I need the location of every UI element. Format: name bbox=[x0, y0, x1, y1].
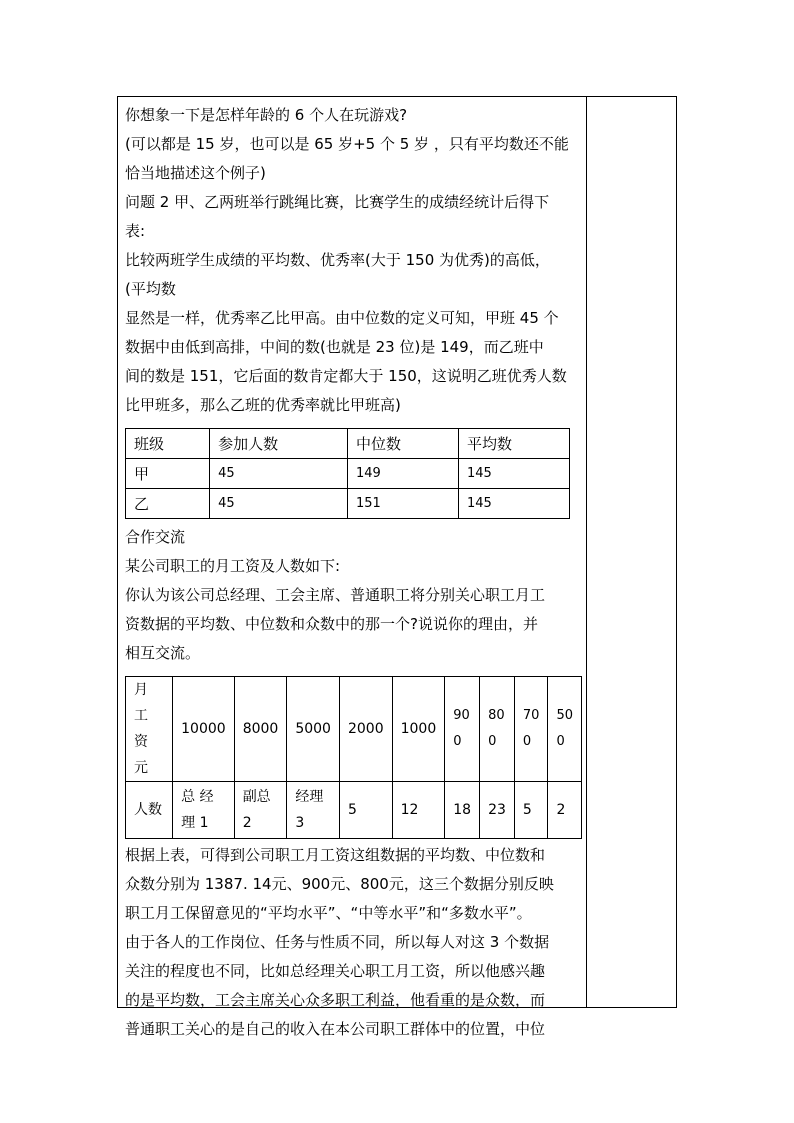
section-heading: 合作交流 bbox=[125, 528, 186, 546]
text-line: 由于各人的工作岗位、任务与性质不同，所以每人对这 3 个数据 bbox=[125, 933, 550, 951]
text-line: 间的数是 151，它后面的数肯定都大于 150，这说明乙班优秀人数 bbox=[125, 367, 567, 385]
text-line: 某公司职工的月工资及人数如下: bbox=[125, 557, 341, 575]
text-line: 众数分别为 1387. 14元、900元、800元，这三个数据分别反映 bbox=[125, 875, 554, 893]
table-cell: 23 bbox=[480, 782, 515, 839]
text-line: 资数据的平均数、中位数和众数中的那一个?说说你的理由，并 bbox=[125, 615, 538, 633]
table-header-cell: 人数 bbox=[126, 782, 173, 839]
content-cell bbox=[125, 101, 581, 1044]
table-cell: 145 bbox=[458, 489, 569, 519]
table-cell: 2000 bbox=[339, 677, 392, 782]
table-cell: 149 bbox=[347, 459, 458, 489]
cell-line: 0 bbox=[488, 734, 497, 749]
text-line: 的是平均数，工会主席关心众多职工利益，他看重的是众数，而 bbox=[125, 991, 546, 1009]
text-line: 普通职工关心的是自己的收入在本公司职工群体中的位置，中位 bbox=[125, 1020, 546, 1038]
text-line: 相互交流。 bbox=[125, 644, 201, 662]
text-line: 比较两班学生成绩的平均数、优秀率(大于 150 为优秀)的高低， bbox=[125, 251, 550, 269]
class-scores-table bbox=[125, 428, 570, 519]
table-cell bbox=[287, 782, 340, 839]
table-cell: 45 bbox=[210, 489, 348, 519]
table-cell: 5000 bbox=[287, 677, 340, 782]
cell-line: 70 bbox=[522, 708, 540, 723]
text-line: (可以都是 15 岁，也可以是 65 岁+5 个 5 岁 ，只有平均数还不能 bbox=[125, 135, 569, 153]
table-cell: 145 bbox=[458, 459, 569, 489]
table-cell: 2 bbox=[548, 782, 582, 839]
table-cell: 5 bbox=[514, 782, 548, 839]
table-cell bbox=[173, 782, 235, 839]
table-cell: 45 bbox=[210, 459, 348, 489]
text-line: 你想象一下是怎样年龄的 6 个人在玩游戏? bbox=[125, 106, 408, 124]
salary-table bbox=[125, 676, 582, 839]
table-cell: 10000 bbox=[173, 677, 235, 782]
table-header-row bbox=[126, 429, 570, 459]
table-row bbox=[126, 782, 582, 839]
table-header-cell: 参加人数 bbox=[210, 429, 348, 459]
table-header-cell bbox=[126, 677, 173, 782]
table-row bbox=[126, 459, 570, 489]
cell-line: 80 bbox=[488, 708, 505, 723]
text-line: 关注的程度也不同，比如总经理关心职工月工资，所以他感兴趣 bbox=[125, 962, 546, 980]
table-cell: 12 bbox=[392, 782, 445, 839]
header-line: 元 bbox=[134, 760, 148, 776]
text-line: 显然是一样，优秀率乙比甲高。由中位数的定义可知，甲班 45 个 bbox=[125, 309, 559, 327]
cell-line: 3 bbox=[295, 815, 305, 831]
cell-line: 2 bbox=[242, 815, 252, 831]
table-row bbox=[126, 677, 582, 782]
cell-line: 总 经 bbox=[181, 789, 214, 805]
table-cell: 5 bbox=[339, 782, 392, 839]
cell-line: 0 bbox=[556, 734, 565, 749]
table-cell: 18 bbox=[445, 782, 480, 839]
table-header-cell: 中位数 bbox=[347, 429, 458, 459]
text-line: (平均数 bbox=[125, 280, 176, 298]
text-line: 恰当地描述这个例子) bbox=[125, 164, 266, 182]
table-cell: 151 bbox=[347, 489, 458, 519]
document-table-frame bbox=[117, 96, 677, 1038]
cell-line: 理 1 bbox=[181, 815, 209, 831]
cell-line: 0 bbox=[522, 734, 532, 749]
cell-line: 50 bbox=[556, 708, 573, 723]
text-line: 你认为该公司总经理、工会主席、普通职工将分别关心职工月工 bbox=[125, 586, 546, 604]
cell-line: 0 bbox=[453, 734, 462, 749]
table-cell bbox=[234, 782, 287, 839]
table-cell: 甲 bbox=[126, 459, 210, 489]
header-line: 月工资 bbox=[134, 682, 158, 750]
table-cell bbox=[480, 677, 515, 782]
text-line: 比甲班多，那么乙班的优秀率就比甲班高) bbox=[125, 396, 401, 414]
cell-line: 经理 bbox=[295, 789, 324, 805]
table-cell: 乙 bbox=[126, 489, 210, 519]
table-cell bbox=[445, 677, 480, 782]
text-line: 职工月工保留意见的“平均水平”、“中等水平”和“多数水平”。 bbox=[125, 904, 532, 922]
cell-line: 副总 bbox=[242, 789, 271, 805]
column-divider bbox=[586, 97, 587, 1007]
cell-line: 90 bbox=[453, 708, 470, 723]
text-line: 数据中由低到高排，中间的数(也就是 23 位)是 149，而乙班中 bbox=[125, 338, 544, 356]
text-line: 根据上表，可得到公司职工月工资这组数据的平均数、中位数和 bbox=[125, 846, 546, 864]
table-header-cell: 平均数 bbox=[458, 429, 569, 459]
table-cell bbox=[514, 677, 548, 782]
table-cell: 1000 bbox=[392, 677, 445, 782]
table-cell: 8000 bbox=[234, 677, 287, 782]
text-line: 表: bbox=[125, 222, 146, 240]
table-cell bbox=[548, 677, 582, 782]
text-line: 问题 2 甲、乙两班举行跳绳比赛，比赛学生的成绩经统计后得下 bbox=[125, 193, 550, 211]
table-row bbox=[126, 489, 570, 519]
table-header-cell: 班级 bbox=[126, 429, 210, 459]
